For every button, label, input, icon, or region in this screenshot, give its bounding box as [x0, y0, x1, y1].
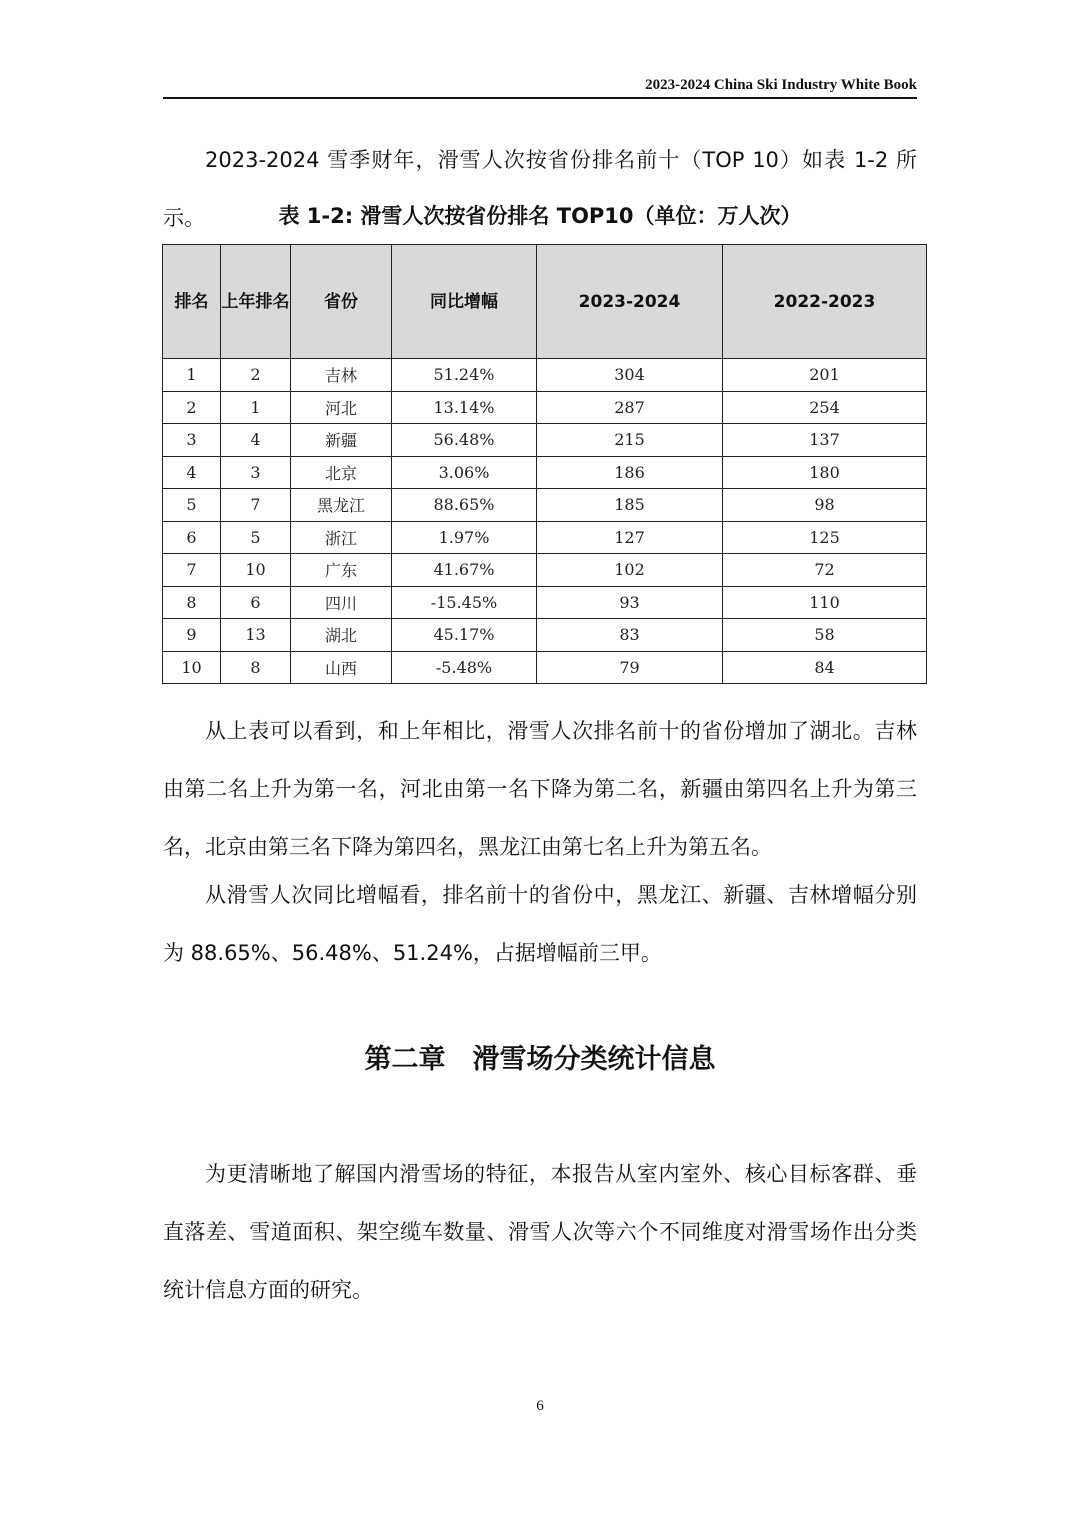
- cell-prev-rank: 5: [221, 521, 291, 554]
- table-row: [163, 359, 927, 392]
- chapter-intro-paragraph: 为更清晰地了解国内滑雪场的特征，本报告从室内室外、核心目标客群、垂直落差、雪道面积、架空缆车数量、滑雪人次等六个不同维度对滑雪场作出分类统计信息方面的研究。: [163, 1162, 917, 1302]
- table-row: [163, 651, 927, 684]
- cell-province: 吉林: [291, 359, 392, 392]
- cell-prev-rank: 4: [221, 424, 291, 457]
- table-row: [163, 554, 927, 587]
- header-divider: [163, 97, 917, 99]
- running-header-title: 2023-2024 China Ski Industry White Book: [645, 77, 917, 93]
- cell-2022-2023: 180: [723, 456, 927, 489]
- cell-prev-rank: 10: [221, 554, 291, 587]
- cell-prev-rank: 3: [221, 456, 291, 489]
- cell-2022-2023: 72: [723, 554, 927, 587]
- table-row: [163, 521, 927, 554]
- cell-2023-2024: 83: [537, 619, 723, 652]
- cell-prev-rank: 7: [221, 489, 291, 522]
- table-row: [163, 456, 927, 489]
- table-row: [163, 424, 927, 457]
- table-caption: 表 1-2: 滑雪人次按省份排名 TOP10（单位：万人次）: [278, 204, 802, 228]
- header-2023-2024: 2023-2024: [537, 245, 723, 359]
- cell-2023-2024: 186: [537, 456, 723, 489]
- cell-2023-2024: 127: [537, 521, 723, 554]
- cell-province: 黑龙江: [291, 489, 392, 522]
- cell-rank: 4: [163, 456, 221, 489]
- cell-province: 广东: [291, 554, 392, 587]
- table-row: [163, 586, 927, 619]
- cell-yoy-growth: 56.48%: [392, 424, 537, 457]
- cell-prev-rank: 6: [221, 586, 291, 619]
- cell-prev-rank: 8: [221, 651, 291, 684]
- cell-rank: 6: [163, 521, 221, 554]
- page-number: 6: [536, 1398, 544, 1414]
- table-body: [163, 359, 927, 684]
- cell-province: 河北: [291, 391, 392, 424]
- cell-prev-rank: 13: [221, 619, 291, 652]
- table-row: [163, 619, 927, 652]
- cell-yoy-growth: 13.14%: [392, 391, 537, 424]
- cell-province: 湖北: [291, 619, 392, 652]
- cell-2023-2024: 93: [537, 586, 723, 619]
- cell-2023-2024: 304: [537, 359, 723, 392]
- header-province: 省份: [291, 245, 392, 359]
- cell-2023-2024: 79: [537, 651, 723, 684]
- analysis-paragraph-1: 从上表可以看到，和上年相比，滑雪人次排名前十的省份增加了湖北。吉林由第二名上升为第一名，河北由第一名下降为第二名，新疆由第四名上升为第三名，北京由第三名下降为第四名，黑龙江由第七名上升为第五名。: [163, 719, 917, 859]
- cell-province: 山西: [291, 651, 392, 684]
- cell-rank: 8: [163, 586, 221, 619]
- cell-prev-rank: 1: [221, 391, 291, 424]
- cell-rank: 1: [163, 359, 221, 392]
- cell-2023-2024: 102: [537, 554, 723, 587]
- cell-rank: 3: [163, 424, 221, 457]
- table-header-row: [163, 245, 927, 359]
- header-prev-rank: 上年排名: [221, 245, 291, 359]
- cell-2022-2023: 125: [723, 521, 927, 554]
- cell-rank: 10: [163, 651, 221, 684]
- cell-2023-2024: 215: [537, 424, 723, 457]
- cell-province: 新疆: [291, 424, 392, 457]
- cell-yoy-growth: 41.67%: [392, 554, 537, 587]
- chapter-title: 第二章 滑雪场分类统计信息: [364, 1044, 716, 1075]
- cell-rank: 2: [163, 391, 221, 424]
- header-2022-2023: 2022-2023: [723, 245, 927, 359]
- header-rank: 排名: [163, 245, 221, 359]
- cell-yoy-growth: 3.06%: [392, 456, 537, 489]
- cell-prev-rank: 2: [221, 359, 291, 392]
- cell-2022-2023: 98: [723, 489, 927, 522]
- cell-yoy-growth: 45.17%: [392, 619, 537, 652]
- cell-2023-2024: 185: [537, 489, 723, 522]
- cell-2022-2023: 58: [723, 619, 927, 652]
- intro-paragraph: 2023-2024 雪季财年，滑雪人次按省份排名前十（TOP 10）如表 1-2 所示。: [163, 148, 917, 230]
- cell-2022-2023: 110: [723, 586, 927, 619]
- province-ranking-table: [162, 244, 927, 684]
- cell-yoy-growth: 1.97%: [392, 521, 537, 554]
- cell-yoy-growth: 88.65%: [392, 489, 537, 522]
- cell-yoy-growth: -15.45%: [392, 586, 537, 619]
- cell-2023-2024: 287: [537, 391, 723, 424]
- cell-2022-2023: 137: [723, 424, 927, 457]
- cell-yoy-growth: 51.24%: [392, 359, 537, 392]
- cell-yoy-growth: -5.48%: [392, 651, 537, 684]
- table-row: [163, 489, 927, 522]
- cell-2022-2023: 201: [723, 359, 927, 392]
- cell-rank: 5: [163, 489, 221, 522]
- cell-2022-2023: 84: [723, 651, 927, 684]
- cell-rank: 7: [163, 554, 221, 587]
- cell-rank: 9: [163, 619, 221, 652]
- header-yoy-growth: 同比增幅: [392, 245, 537, 359]
- analysis-paragraph-2: 从滑雪人次同比增幅看，排名前十的省份中，黑龙江、新疆、吉林增幅分别为 88.65%、56.48%、51.24%，占据增幅前三甲。: [163, 883, 917, 965]
- cell-province: 北京: [291, 456, 392, 489]
- cell-province: 浙江: [291, 521, 392, 554]
- table-row: [163, 391, 927, 424]
- cell-2022-2023: 254: [723, 391, 927, 424]
- cell-province: 四川: [291, 586, 392, 619]
